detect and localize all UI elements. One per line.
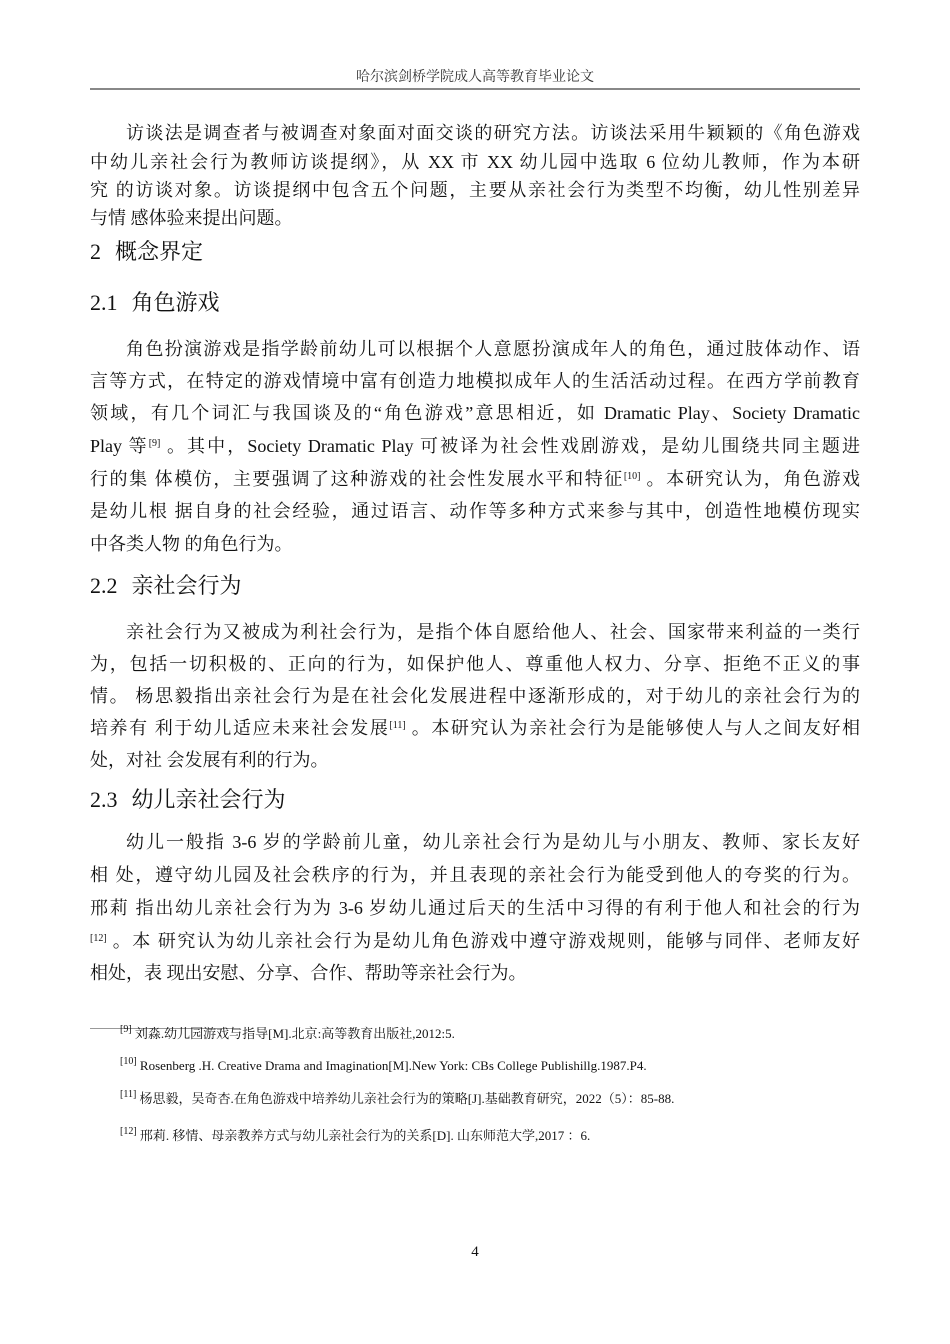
line-text: 行的集 体模仿，主要强调了这种游戏的社会性发展水平和特征 (90, 469, 624, 489)
text-line (90, 716, 860, 740)
footnote (120, 1090, 674, 1108)
line-text: 与情 感体验来提出问题。 (90, 208, 293, 228)
section-heading-2-1 (90, 289, 220, 318)
section-heading-2 (90, 238, 203, 267)
text-line (126, 830, 860, 854)
section-heading-2-3 (90, 786, 286, 815)
line-text: 角色扮演游戏是指学龄前幼儿可以根据个人意愿扮演成年人的角色，通过肢体动作、语 (126, 339, 860, 359)
section-number: 2.1 (90, 290, 118, 315)
text-line (90, 467, 860, 491)
footnote (120, 1057, 647, 1075)
text-line (90, 401, 860, 425)
citation-marker: [9] (148, 438, 161, 449)
footnote (120, 1025, 455, 1043)
footnote-text: 邢莉. 移情、母亲教养方式与幼儿亲社会行为的关系[D]. 山东师范大学,2017 ：6. (136, 1128, 591, 1143)
text-line (90, 929, 860, 953)
line-text: 是幼儿根 据自身的社会经验，通过语言、动作等多种方式来参与其中，创造性地模仿现实 (90, 501, 860, 521)
line-text: 为，包括一切积极的、正向的行为，如保护他人、尊重他人权力、分享、拒绝不正义的事 (90, 654, 860, 674)
header-rule (90, 88, 860, 90)
footnote-marker: [9] (120, 1024, 132, 1035)
text-line (90, 206, 860, 230)
line-text: 。其中，Society Dramatic Play 可被译为社会性戏剧游戏，是幼儿围绕共同主题进 (160, 436, 860, 456)
line-text: 中各类人物 的角色行为。 (90, 534, 293, 554)
line-text: 情。 杨思毅指出亲社会行为是在社会化发展进程中逐渐形成的，对于幼儿的亲社会行为的 (90, 686, 860, 706)
line-text: 处，对社 会发展有利的行为。 (90, 750, 329, 770)
section-title: 角色游戏 (131, 291, 220, 316)
line-text: Play 等 (90, 436, 149, 456)
text-line (90, 434, 860, 458)
line-text: 培养有 利于幼儿适应未来社会发展 (90, 718, 390, 738)
line-text: 中幼儿亲社会行为教师访谈提纲》，从 XX 市 XX 幼儿园中选取 6 位幼儿教师，作为本研 (90, 152, 860, 172)
text-line (90, 532, 860, 556)
footnote-text: Rosenberg .H. Creative Drama and Imagination[M].New York: CBs College Publishillg.1987.P4. (136, 1058, 647, 1073)
citation-marker: [12] (90, 933, 107, 944)
footnote-text: 杨思毅，吴奇杏.在角色游戏中培养幼儿亲社会行为的策略[J].基础教育研究，2022（5）：85-88. (136, 1091, 675, 1106)
text-line (90, 150, 860, 174)
text-line (90, 499, 860, 523)
text-line (126, 620, 860, 644)
line-text: 亲社会行为又被成为利社会行为，是指个体自愿给他人、社会、国家带来利益的一类行 (126, 622, 860, 642)
line-text: 领域，有几个词汇与我国谈及的“角色游戏”意思相近，如 Dramatic Play、Society Dramatic (90, 403, 860, 423)
section-number: 2 (90, 239, 101, 264)
section-number: 2.3 (90, 787, 118, 812)
line-text: 相 处，遵守幼儿园及社会秩序的行为，并且表现的亲社会行为能受到他人的夸奖的行为。 (90, 865, 860, 885)
citation-marker: [10] (623, 471, 641, 482)
line-text: 幼儿一般指 3-6 岁的学龄前儿童，幼儿亲社会行为是幼儿与小朋友、教师、家长友好 (126, 832, 860, 852)
text-line (90, 961, 860, 985)
line-text: 。本 研究认为幼儿亲社会行为是幼儿角色游戏中遵守游戏规则，能够与同伴、老师友好 (106, 931, 860, 951)
section-title: 幼儿亲社会行为 (131, 788, 286, 813)
footnote-marker: [10] (120, 1056, 137, 1067)
line-text: 访谈法是调查者与被调查对象面对面交谈的研究方法。访谈法采用牛颖颖的《角色游戏 (126, 123, 860, 143)
section-number: 2.2 (90, 573, 118, 598)
line-text: 究 的访谈对象。访谈提纲中包含五个问题，主要从亲社会行为类型不均衡，幼儿性别差异 (90, 180, 860, 200)
footnote-marker: [12] (120, 1126, 137, 1137)
text-line (90, 863, 860, 887)
line-text: 。本研究认为，角色游戏 (640, 469, 860, 489)
text-line (90, 652, 860, 676)
footnote (120, 1127, 590, 1145)
text-line (90, 748, 860, 772)
line-text: 。本研究认为亲社会行为是能够使人与人之间友好相 (405, 718, 860, 738)
text-line (126, 121, 860, 145)
section-title: 概念界定 (115, 240, 204, 265)
footnote-marker: [11] (120, 1089, 137, 1100)
section-title: 亲社会行为 (131, 574, 242, 599)
page-number: 4 (471, 1244, 479, 1260)
line-text: 相处，表 现出安慰、分享、合作、帮助等亲社会行为。 (90, 963, 527, 983)
text-line (90, 178, 860, 202)
running-header: 哈尔滨剑桥学院成人高等教育毕业论文 (356, 70, 594, 85)
section-heading-2-2 (90, 572, 242, 601)
citation-marker: [11] (389, 720, 406, 731)
line-text: 言等方式，在特定的游戏情境中富有创造力地模拟成年人的生活活动过程。在西方学前教育 (90, 371, 860, 391)
text-line (90, 369, 860, 393)
text-line (90, 896, 860, 920)
text-line (126, 337, 860, 361)
footnote-text: 刘淼.幼儿园游戏与指导[M].北京:高等教育出版社,2012:5. (131, 1026, 455, 1041)
text-line (90, 684, 860, 708)
line-text: 邢莉 指出幼儿亲社会行为为 3-6 岁幼儿通过后天的生活中习得的有利于他人和社会的行为 (90, 898, 860, 918)
